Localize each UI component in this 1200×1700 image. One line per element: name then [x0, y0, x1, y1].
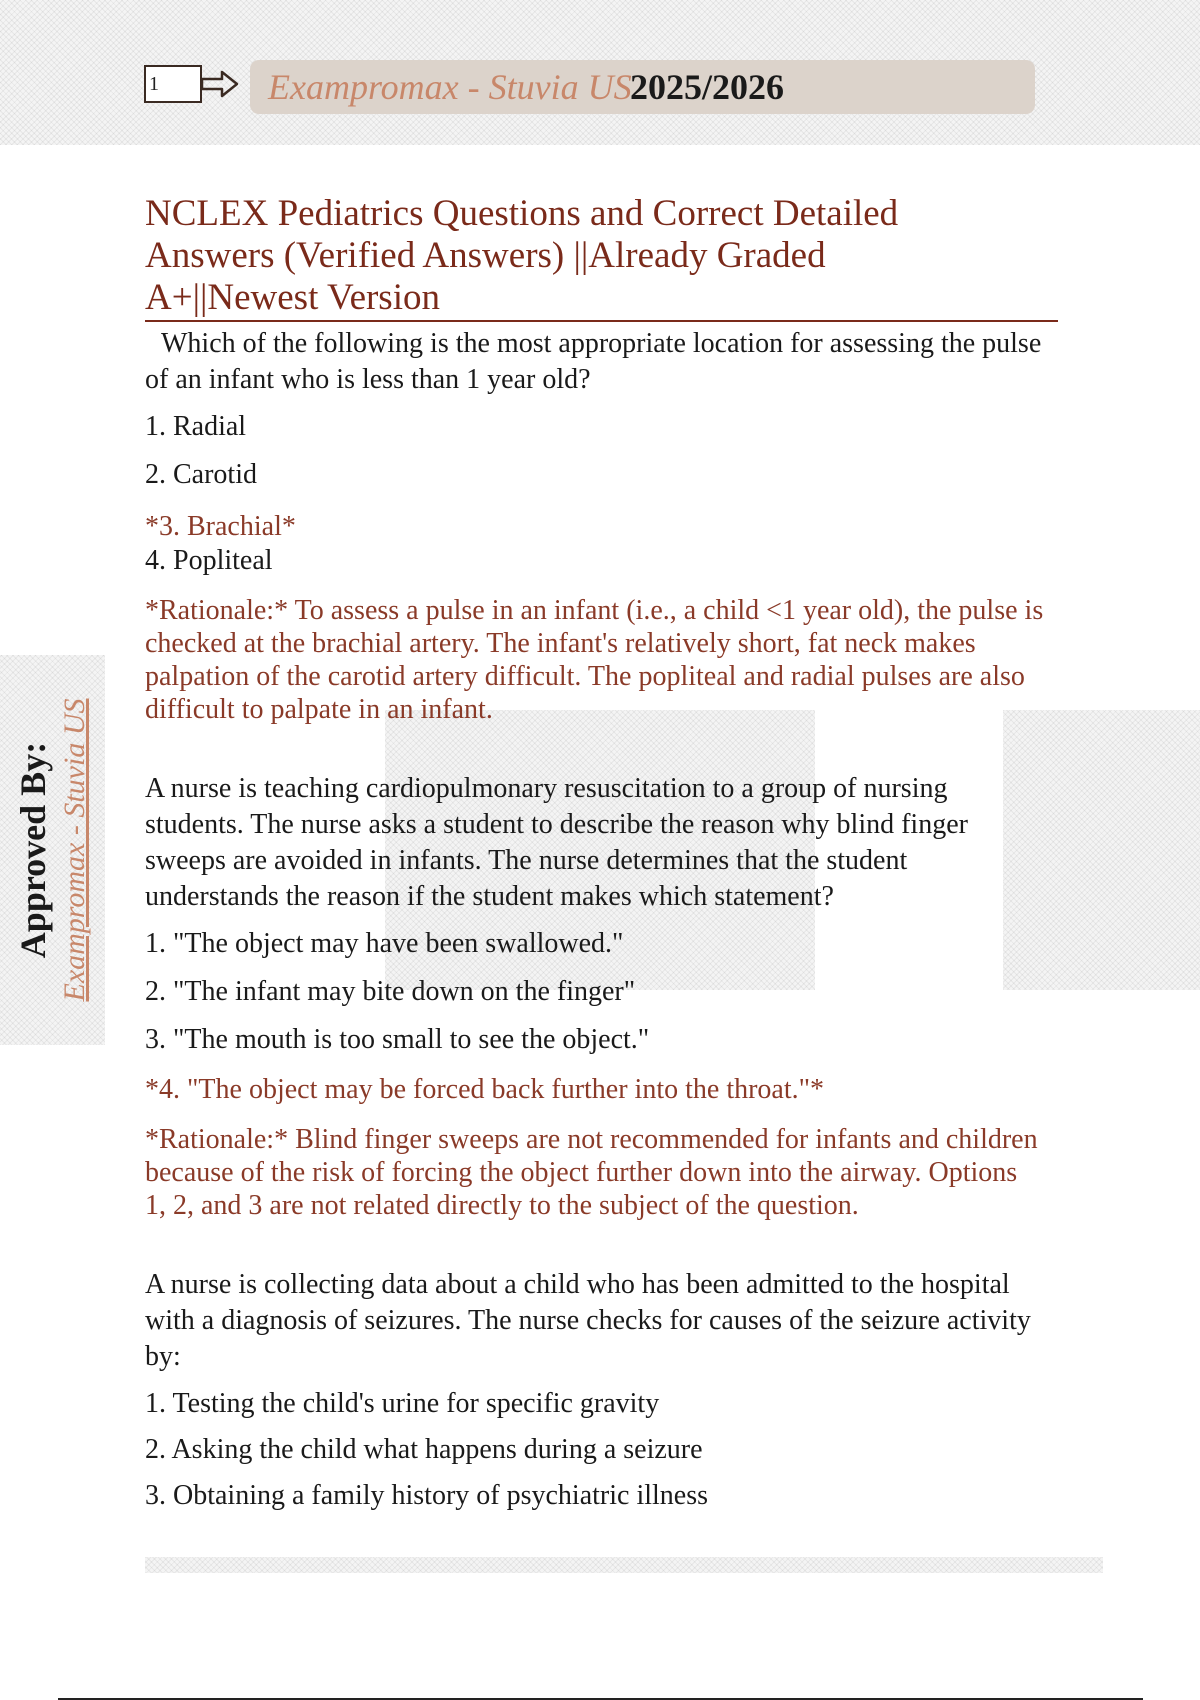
question-1-option-1: 1. Radial	[145, 411, 247, 442]
document-body	[145, 326, 1045, 1513]
page-number: 1	[144, 65, 202, 103]
question-2: A nurse is teaching cardiopulmonary resuscitation to a group of nursing students. The nurse asks a student to describe the reason why blind finger sweeps are avoided in infants. The nurse determines that the student understands the reason if the student makes which statement?	[145, 773, 968, 912]
question-1-answer: *3. Brachial*	[145, 511, 296, 542]
header-year: 2025/2026	[630, 67, 785, 107]
approved-by-label: Approved By:	[13, 741, 53, 959]
question-2-option-3: 3. "The mouth is too small to see the object."	[145, 1024, 650, 1055]
question-3: A nurse is collecting data about a child who has been admitted to the hospital with a diagnosis of seizures. The nurse checks for causes of the seizure activity by:	[145, 1269, 1031, 1372]
question-3-option-2: 2. Asking the child what happens during a seizure	[145, 1434, 703, 1465]
question-3-option-3: 3. Obtaining a family history of psychiatric illness	[145, 1480, 709, 1511]
header-brand: Exampromax - Stuvia US	[268, 67, 632, 107]
document-title: NCLEX Pediatrics Questions and Correct Detailed Answers (Verified Answers) ||Already Graded A+||Newest Version	[145, 193, 899, 318]
title-divider	[145, 320, 1058, 322]
question-1-option-4: 4. Popliteal	[145, 545, 273, 576]
question-2-rationale: *Rationale:* Blind finger sweeps are not recommended for infants and children because of the risk of forcing the object further down into the airway. Options 1, 2, and 3 are not related directly to the subject of the question.	[145, 1124, 1038, 1221]
arrow-right-icon	[200, 70, 240, 98]
question-2-option-2: 2. "The infant may bite down on the finger"	[145, 976, 636, 1007]
footer-hatch-bar	[145, 1557, 1103, 1573]
question-1: Which of the following is the most appropriate location for assessing the pulse of an infant who is less than 1 year old?	[145, 328, 1042, 395]
question-1-rationale: *Rationale:* To assess a pulse in an infant (i.e., a child <1 year old), the pulse is checked at the brachial artery. The infant's relatively short, fat neck makes palpation of the carotid artery difficult. The popliteal and radial pulses are also difficult to palpate in an infant.	[145, 595, 1044, 725]
sidebar-watermark	[0, 655, 105, 1045]
question-3-option-1: 1. Testing the child's urine for specific gravity	[145, 1388, 660, 1419]
question-1-option-2: 2. Carotid	[145, 459, 257, 490]
question-2-answer: *4. "The object may be forced back further into the throat."*	[145, 1074, 825, 1105]
question-2-option-1: 1. "The object may have been swallowed."	[145, 928, 624, 959]
sidebar-brand: Exampromax - Stuvia US	[58, 698, 91, 1002]
